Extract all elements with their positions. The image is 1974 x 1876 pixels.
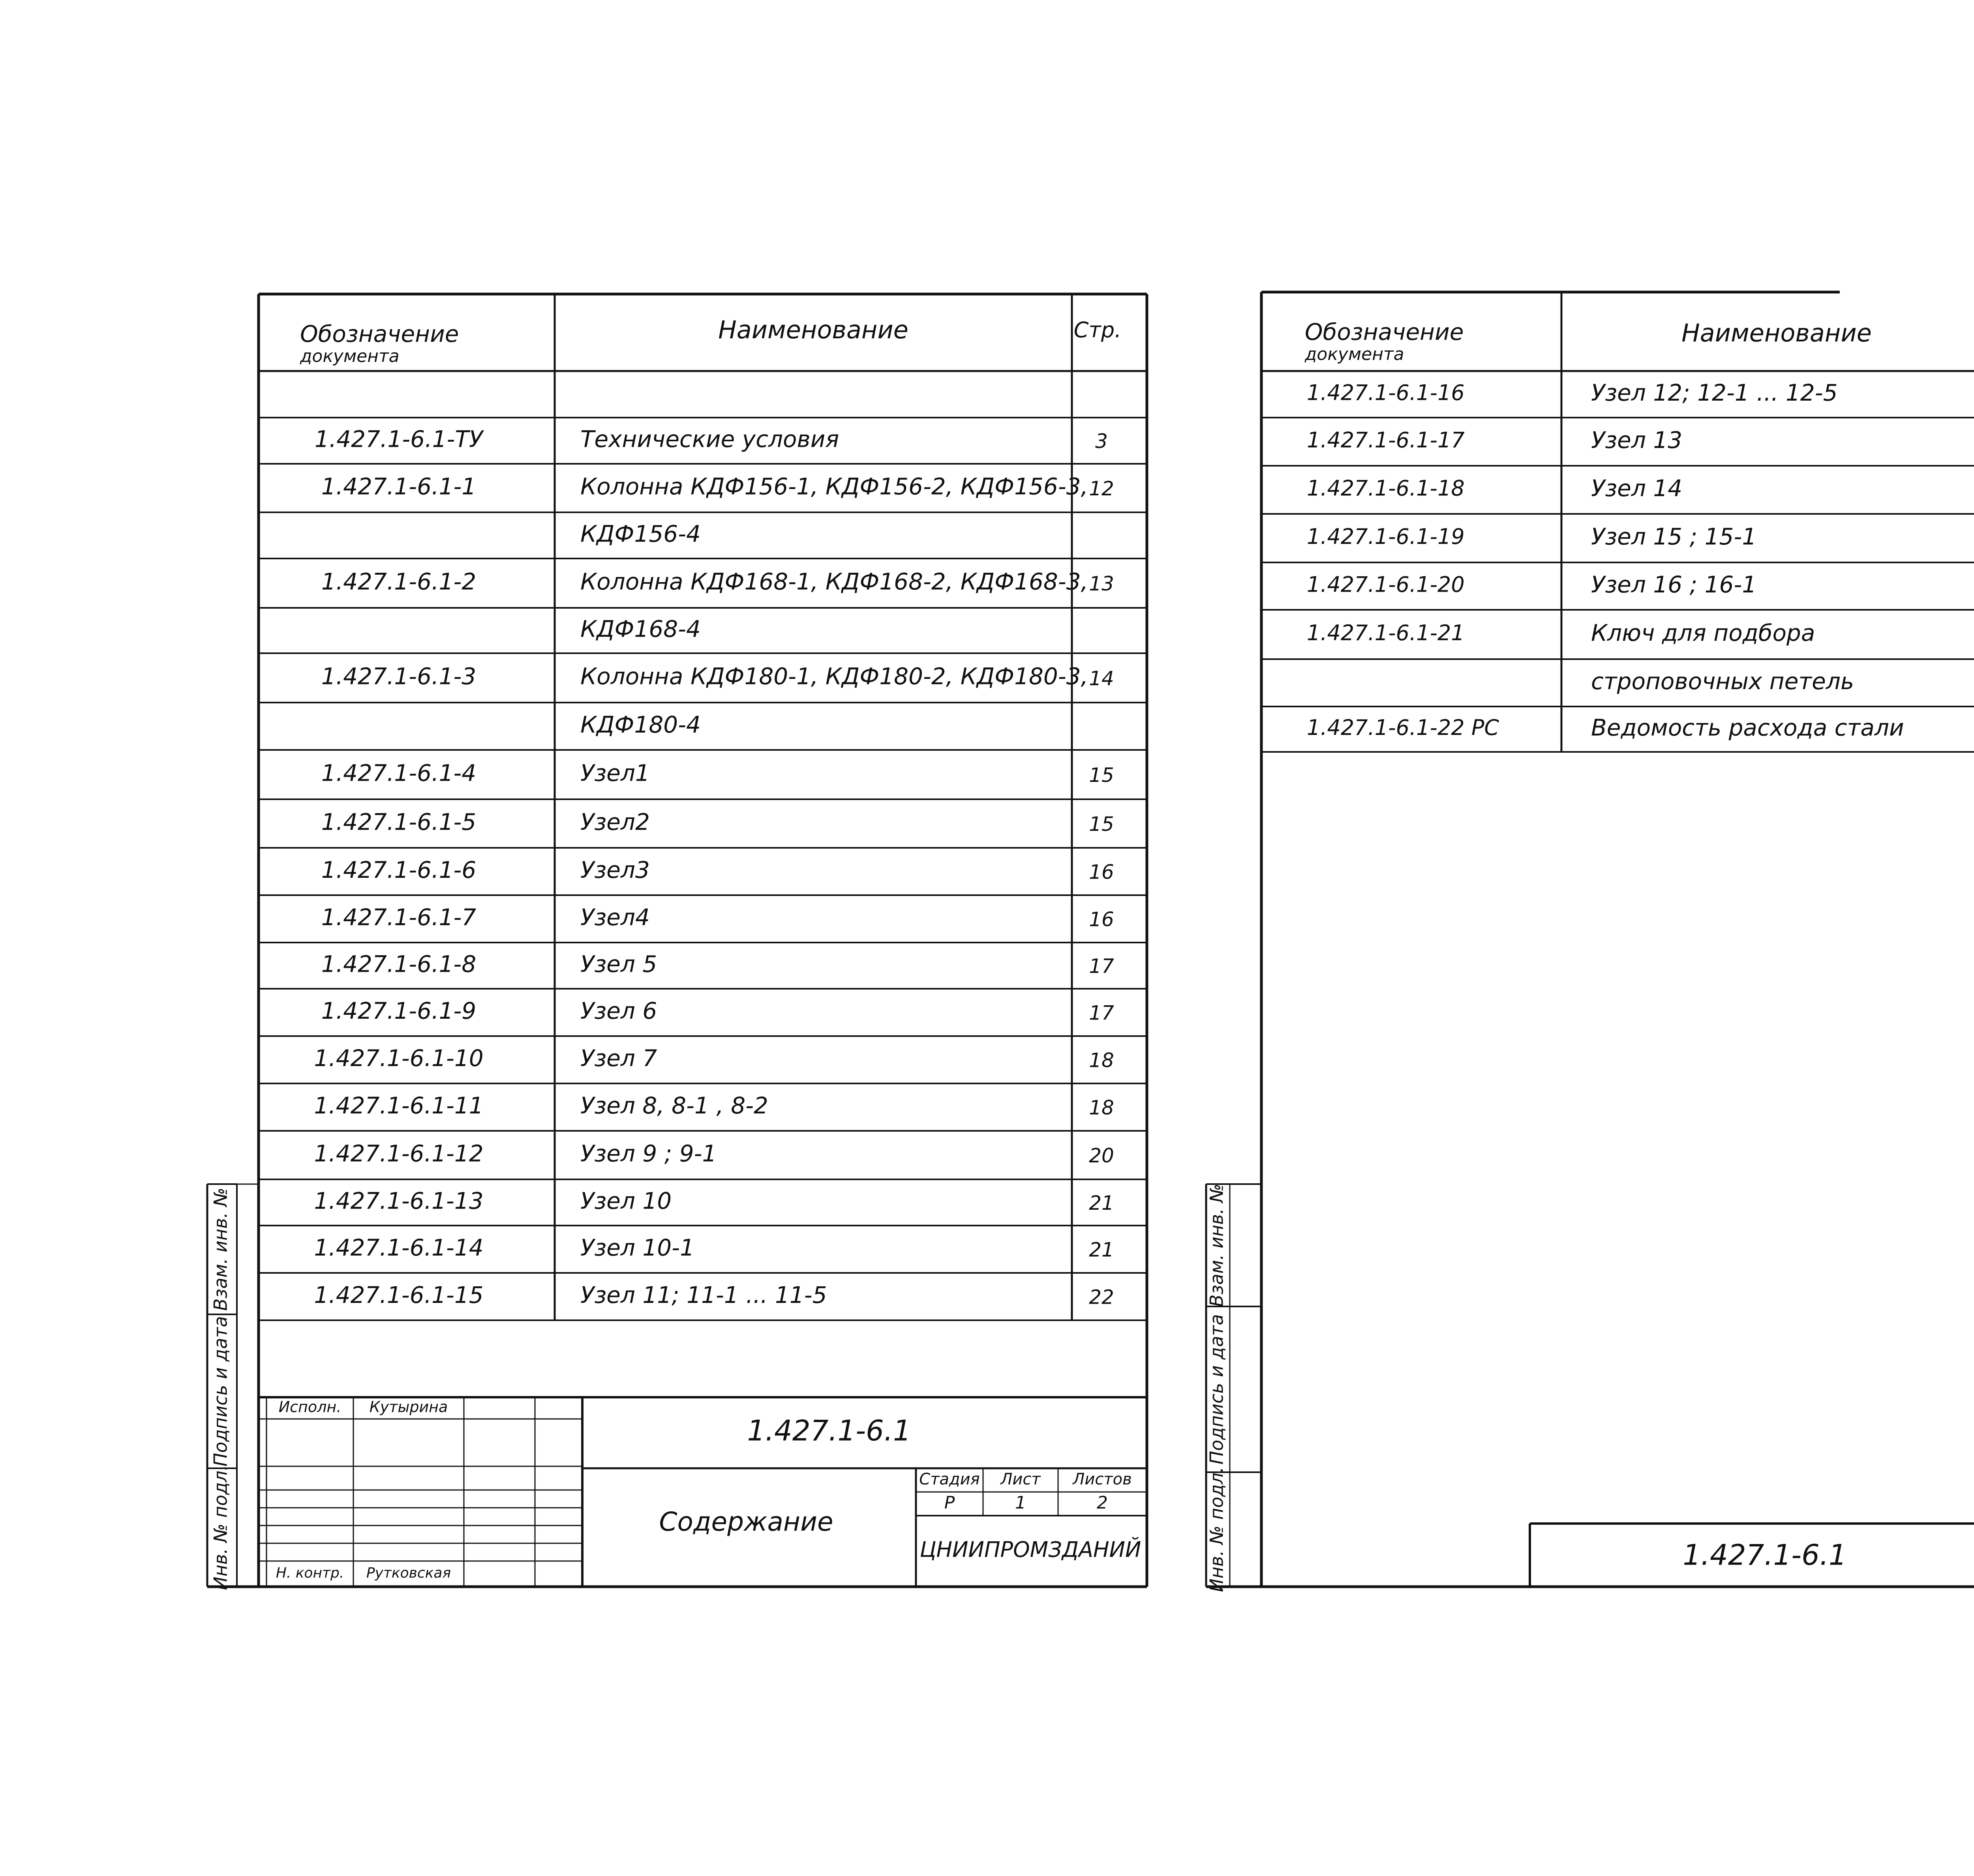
row-code: 1.427.1-6.1-3	[321, 663, 477, 690]
row-name: Узел2	[580, 808, 650, 836]
row-name: Узел4	[580, 904, 650, 931]
sheet-label: Лист	[1000, 1470, 1041, 1488]
row-name: Узел 9 ; 9-1	[580, 1140, 717, 1167]
row-page: 15	[1089, 764, 1114, 787]
row-code: 1.427.1-6.1-20	[1307, 572, 1465, 597]
role-norm-control: Н. контр.	[276, 1565, 344, 1581]
row-name: Колонна КДФ156-1, КДФ156-2, КДФ156-3,	[580, 473, 1088, 500]
row-name: Узел 16 ; 16-1	[1591, 571, 1757, 598]
side-stamp-signature: Подпись и дата	[1206, 1314, 1227, 1465]
sheets-label: Листов	[1073, 1470, 1132, 1488]
side-stamp-inventory: Инв. № подл.	[210, 1465, 231, 1590]
row-name: Узел 12; 12-1 ... 12-5	[1591, 379, 1838, 407]
row-name: Узел1	[580, 759, 650, 787]
row-name: Узел 14	[1591, 475, 1683, 502]
row-code: 1.427.1-6.1-10	[314, 1045, 484, 1072]
row-page: 16	[1089, 908, 1114, 931]
header-name: Наименование	[718, 315, 908, 345]
row-code: 1.427.1-6.1-1	[321, 473, 477, 500]
header-designation-sub: документа	[1305, 344, 1404, 364]
row-code: 1.427.1-6.1-9	[321, 997, 477, 1025]
row-code: 1.427.1-6.1-14	[314, 1234, 484, 1261]
row-name: Узел 7	[580, 1045, 657, 1072]
stage-value: Р	[944, 1493, 955, 1513]
row-name: Узел 10-1	[580, 1234, 695, 1261]
name-performer: Кутырина	[369, 1398, 448, 1416]
row-page: 21	[1089, 1238, 1114, 1261]
row-page: 15	[1089, 813, 1114, 836]
row-code: 1.427.1-6.1-6	[321, 856, 477, 884]
row-code: 1.427.1-6.1-18	[1307, 476, 1465, 501]
row-name: КДФ156-4	[580, 520, 701, 547]
row-code: 1.427.1-6.1-12	[314, 1140, 484, 1167]
row-code: 1.427.1-6.1-16	[1307, 380, 1465, 405]
row-page: 21	[1089, 1192, 1114, 1214]
organization: ЦНИИПРОМЗДАНИЙ	[919, 1537, 1141, 1562]
row-name: Узел 11; 11-1 ... 11-5	[580, 1282, 827, 1309]
row-page: 16	[1089, 860, 1114, 884]
row-code: 1.427.1-6.1-22 РС	[1307, 715, 1499, 740]
row-page: 12	[1089, 477, 1114, 500]
header-name: Наименование	[1681, 319, 1872, 348]
row-page: 17	[1089, 955, 1114, 978]
row-name: Узел 5	[580, 950, 657, 978]
side-stamp-replacement: Взам. инв. №	[210, 1187, 231, 1311]
row-page: 18	[1089, 1049, 1114, 1072]
row-page: 14	[1089, 667, 1114, 690]
row-code: 1.427.1-6.1-19	[1307, 524, 1465, 549]
row-page: 18	[1089, 1096, 1114, 1119]
row-code: 1.427.1-6.1-8	[321, 950, 477, 978]
row-code: 1.427.1-6.1-5	[321, 808, 477, 836]
role-performer: Исполн.	[278, 1398, 342, 1416]
sheet-value: 1	[1015, 1493, 1026, 1513]
row-name: Узел 13	[1591, 427, 1683, 454]
row-name: Ключ для подбора	[1591, 619, 1815, 647]
side-stamp-signature: Подпись и дата	[210, 1316, 231, 1467]
row-name: Узел3	[580, 856, 650, 884]
name-norm-control: Рутковская	[366, 1565, 451, 1581]
row-page: 17	[1089, 1001, 1114, 1025]
side-stamp-inventory: Инв. № подл.	[1206, 1467, 1227, 1592]
row-name: КДФ180-4	[580, 711, 701, 738]
row-page: 3	[1095, 430, 1108, 453]
row-name: Ведомость расхода стали	[1591, 714, 1904, 741]
row-name: строповочных петель	[1591, 668, 1854, 695]
row-page: 20	[1089, 1144, 1114, 1167]
row-code: 1.427.1-6.1-2	[321, 568, 477, 595]
row-name: Узел 15 ; 15-1	[1591, 523, 1757, 550]
row-page: 22	[1089, 1286, 1114, 1309]
row-code: 1.427.1-6.1-4	[321, 759, 477, 787]
title-block-title: Содержание	[659, 1507, 833, 1537]
header-designation-sub: документа	[300, 346, 400, 366]
row-name: КДФ168-4	[580, 615, 701, 643]
header-designation: Обозначение	[300, 320, 459, 348]
row-code: 1.427.1-6.1-7	[321, 904, 477, 931]
row-page: 13	[1089, 572, 1114, 595]
title-block-code: 1.427.1-6.1	[747, 1414, 911, 1447]
row-name: Узел 10	[580, 1187, 672, 1214]
title-block-code: 1.427.1-6.1	[1683, 1538, 1847, 1572]
row-code: 1.427.1-6.1-15	[314, 1282, 484, 1309]
row-name: Узел 6	[580, 997, 657, 1025]
header-designation: Обозначение	[1305, 319, 1464, 346]
row-name: Колонна КДФ168-1, КДФ168-2, КДФ168-3,	[580, 568, 1088, 595]
stage-label: Стадия	[919, 1470, 980, 1488]
header-page: Стр.	[1073, 317, 1122, 343]
row-code: 1.427.1-6.1-17	[1307, 427, 1465, 453]
sheets-value: 2	[1097, 1493, 1108, 1513]
row-name: Технические условия	[580, 425, 839, 453]
row-code: 1.427.1-6.1-13	[314, 1187, 484, 1214]
row-code: 1.427.1-6.1-21	[1307, 620, 1465, 646]
row-code: 1.427.1-6.1-11	[314, 1092, 484, 1119]
side-stamp-replacement: Взам. инв. №	[1206, 1183, 1227, 1307]
table-texts	[210, 315, 1974, 1592]
row-name: Узел 8, 8-1 , 8-2	[580, 1092, 768, 1119]
row-code: 1.427.1-6.1-ТУ	[314, 425, 483, 453]
row-name: Колонна КДФ180-1, КДФ180-2, КДФ180-3,	[580, 663, 1088, 690]
